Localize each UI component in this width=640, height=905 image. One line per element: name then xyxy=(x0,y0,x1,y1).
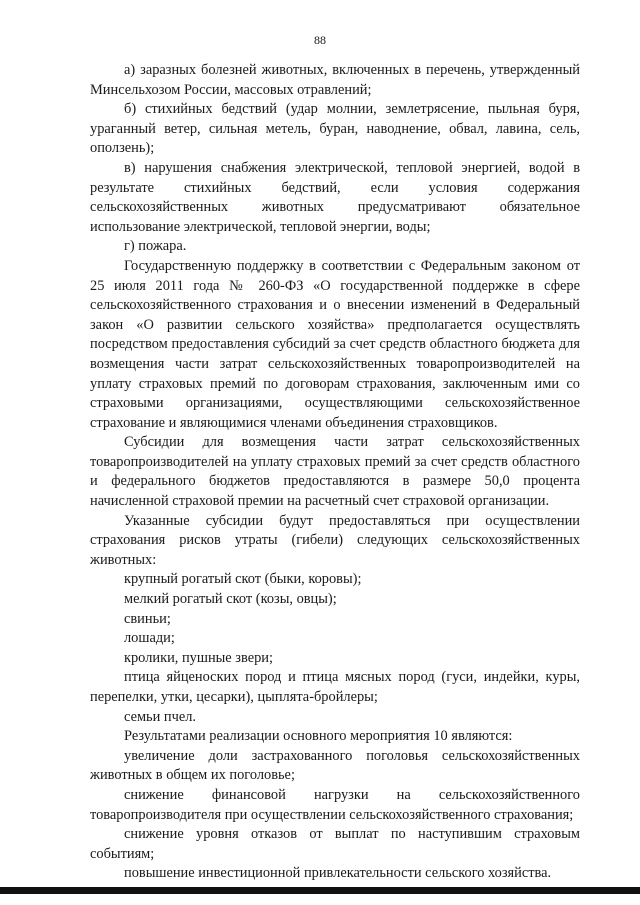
list-item: снижение уровня отказов от выплат по наступившим страховым событиям; xyxy=(90,826,580,862)
paragraph: в) нарушения снабжения электрической, тепловой энергией, водой в результате стихийных бедствий, если условия содержания сельскохозяйственных животных предусматривают обязательное использование электрической, тепловой энергии, воды; xyxy=(90,159,580,235)
document-body xyxy=(90,61,580,884)
list-item: свиньи; xyxy=(124,610,171,627)
page-bottom-border xyxy=(0,887,640,894)
paragraph: Государственную поддержку в соответствии с Федеральным законом от 25 июля 2011 года № 260-ФЗ «О государственной поддержке в сфере сельскохозяйственного страхования и о внесении изменений в Федеральный закон «О развитии сельского хозяйства» предполагается осуществлять посредством предоставления субсидий за счет средств областного бюджета для возмещения части затрат сельскохозяйственных товаропроизводителей на уплату страховых премий по договорам страхования, заключенным ими со страховыми организациями, осуществляющими сельскохозяйственное страхование и являющимися членами объединения страховщиков. xyxy=(90,257,580,431)
list-item: кролики, пушные звери; xyxy=(124,649,273,666)
paragraph: Результатами реализации основного мероприятия 10 являются: xyxy=(124,728,513,745)
page-number: 88 xyxy=(314,33,326,47)
paragraph: Субсидии для возмещения части затрат сельскохозяйственных товаропроизводителей на уплату страховых премий за счет средств областного и федерального бюджетов предоставляются в размере 50,0 процента начисленной страховой премии на расчетный счет страховой организации. xyxy=(90,434,580,510)
list-item: крупный рогатый скот (быки, коровы); xyxy=(124,571,362,588)
paragraph: г) пожара. xyxy=(124,238,187,255)
list-item: птица яйценоских пород и птица мясных пород (гуси, индейки, куры, перепелки, утки, цесарки), цыплята-бройлеры; xyxy=(90,669,580,705)
paragraph: б) стихийных бедствий (удар молнии, землетрясение, пыльная буря, ураганный ветер, сильная метель, буран, наводнение, обвал, лавина, сель, оползень); xyxy=(90,101,580,157)
list-item: увеличение доли застрахованного поголовья сельскохозяйственных животных в общем их поголовье; xyxy=(90,747,580,784)
paragraph: а) заразных болезней животных, включенных в перечень, утвержденный Минсельхозом России, массовых отравлений; xyxy=(90,62,580,98)
list-item: семьи пчел. xyxy=(124,708,197,725)
list-item: мелкий рогатый скот (козы, овцы); xyxy=(124,591,337,608)
list-item: снижение финансовой нагрузки на сельскохозяйственного товаропроизводителя при осуществлении сельскохозяйственного страхования; xyxy=(90,786,580,823)
paragraph: Указанные субсидии будут предоставляться при осуществлении страхования рисков утраты (гибели) следующих сельскохозяйственных животных: xyxy=(90,512,580,568)
list-item: лошади; xyxy=(124,630,175,647)
list-item: повышение инвестиционной привлекательности сельского хозяйства. xyxy=(124,865,552,882)
